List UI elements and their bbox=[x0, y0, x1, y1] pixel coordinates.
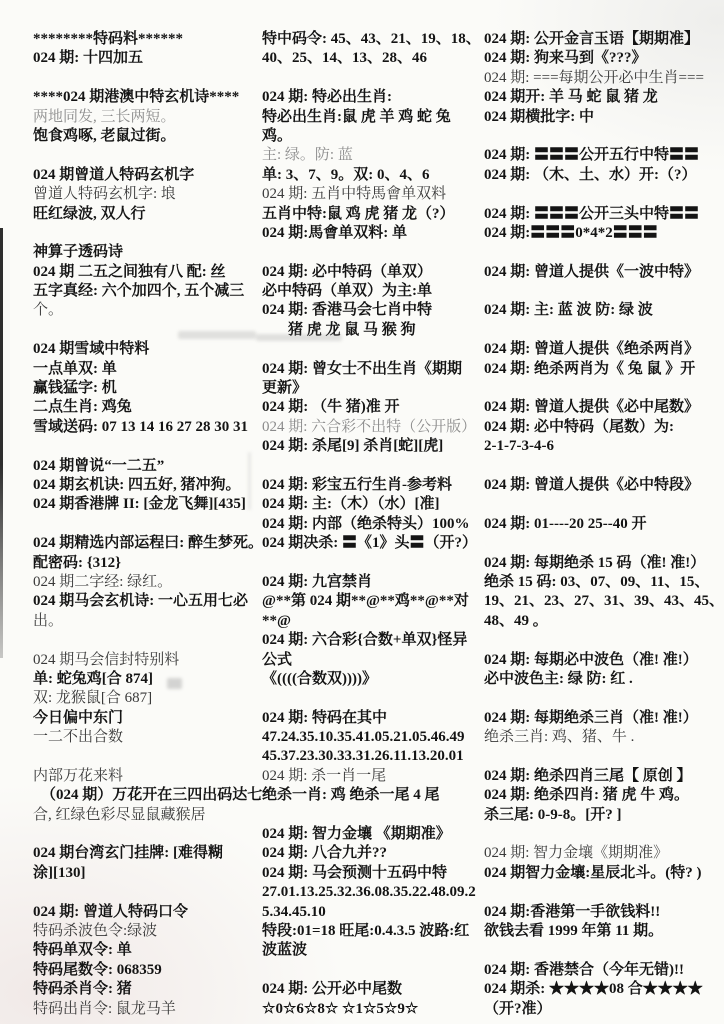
text-line: 主: 绿。防: 蓝 bbox=[262, 147, 353, 164]
text-line: 饱食鸡啄, 老鼠过街。 bbox=[33, 127, 176, 144]
text-line: 024 期: 香港马会七肖中特 bbox=[262, 302, 432, 319]
text-line: 二点生肖: 鸡兔 bbox=[33, 399, 132, 416]
text-line: 024 期: 〓〓〓公开三头中特〓〓 bbox=[484, 205, 699, 222]
spacer-line bbox=[33, 321, 261, 340]
text-line: 五肖中特:鼠 鸡 虎 猪 龙（?） bbox=[262, 205, 455, 222]
text-line: ****024 期港澳中特玄机诗**** bbox=[33, 89, 240, 106]
text-line: 特段:01=18 旺尾:0.4.3.5 波路:红 bbox=[262, 922, 470, 939]
text-line: 024 期决杀: 〓《1》头〓（开?） bbox=[262, 535, 477, 552]
text-line: 特码出肖令: 鼠龙马羊 bbox=[33, 1000, 176, 1017]
spacer-line bbox=[484, 534, 720, 553]
text-line: 024 期香港牌 II: [金龙飞舞][435] bbox=[33, 496, 246, 513]
text-line: 024 期: 曾女士不出生肖《期期 bbox=[262, 360, 462, 377]
text-line: 一点单双: 单 bbox=[33, 360, 117, 377]
text-line: 5.34.45.10 bbox=[262, 903, 326, 920]
text-line: 024 期: 彩宝五行生肖-参考料 bbox=[262, 476, 452, 493]
text-line: 024 期: 智力金壤《期期准》 bbox=[484, 845, 669, 862]
text-line: 绝杀一肖: 鸡 绝杀一尾 4 尾 bbox=[262, 787, 440, 804]
column-left bbox=[33, 30, 261, 1019]
text-line: 绝杀 15 码: 03、07、09、11、15、 bbox=[484, 573, 710, 590]
text-line: 024 期: 香港禁合（今年无错)!! bbox=[484, 961, 684, 978]
text-line: 024 期: （牛 猪)准 开 bbox=[262, 399, 400, 416]
spacer-line bbox=[33, 515, 261, 534]
text-line: 特码单双令: 单 bbox=[33, 942, 132, 959]
scan-edge-line bbox=[0, 228, 3, 658]
text-line: 波蓝波 bbox=[262, 942, 308, 959]
text-line: 猪 虎 龙 鼠 马 猴 狗 bbox=[288, 321, 416, 338]
text-line: 024 期: 五肖中特馬會单双料 bbox=[262, 186, 447, 203]
text-line: 024 期曾道人特码玄机字 bbox=[33, 166, 195, 183]
text-line: 024 期马会信封特别料 bbox=[33, 651, 180, 668]
text-line: 024 期: 十四加五 bbox=[33, 50, 143, 67]
text-line: @**第 024 期**@**鸡**@**对 bbox=[262, 593, 469, 610]
text-line: 024 期: 曾道人提供《必中特段》 bbox=[484, 476, 699, 493]
text-line: 特码杀波色令:绿波 bbox=[33, 922, 158, 939]
spacer-line bbox=[484, 127, 720, 146]
text-line: 024 期: 特必出生肖: bbox=[262, 89, 392, 106]
text-line: 曾道人特码玄机字: 埌 bbox=[33, 186, 176, 203]
text-line: 《((((合数双))))》 bbox=[262, 670, 377, 687]
text-line: 024 期: 〓〓〓公开五行中特〓〓 bbox=[484, 147, 699, 164]
spacer-line bbox=[262, 457, 478, 476]
text-line: 024 期: 必中特码（单双） bbox=[262, 263, 432, 280]
spacer-line bbox=[262, 340, 478, 359]
spacer-line bbox=[484, 941, 720, 960]
spacer-line bbox=[484, 282, 720, 301]
spacer-line bbox=[484, 631, 720, 650]
spacer-line bbox=[262, 69, 478, 88]
text-line: 024 期: 曾道人特码口令 bbox=[33, 903, 188, 920]
text-line: 024 期: 杀尾[9] 杀肖[蛇][虎] bbox=[262, 438, 444, 455]
text-line: 45.37.23.30.33.31.26.11.13.20.01 bbox=[262, 748, 464, 765]
text-line: 鸡。 bbox=[262, 127, 293, 144]
spacer-line bbox=[262, 689, 478, 708]
spacer-line bbox=[484, 495, 720, 514]
text-line: 024 期玄机诀: 四五好, 猪冲狗。 bbox=[33, 476, 241, 493]
text-line: 024 期 二五之间独有八 配: 丝 bbox=[33, 263, 226, 280]
text-line: 024 期横批字: 中 bbox=[484, 108, 594, 125]
text-line: 涂][130] bbox=[33, 864, 86, 881]
text-line: 024 期: 主:（木）（水）[准] bbox=[262, 496, 440, 513]
spacer-line bbox=[262, 243, 478, 262]
spacer-line bbox=[484, 747, 720, 766]
spacer-line bbox=[33, 437, 261, 456]
text-line: 024 期:香港第一手欲钱料!! bbox=[484, 903, 661, 920]
text-line: （开?准） bbox=[484, 1000, 552, 1017]
text-line: 024 期: 九宫禁肖 bbox=[262, 573, 372, 590]
spacer-line bbox=[262, 806, 478, 825]
text-line: 024 期马会玄机诗: 一心五用七必 bbox=[33, 593, 248, 610]
text-line: 公式 bbox=[262, 651, 293, 668]
text-line: 024 期: 智力金壤 《期期准》 bbox=[262, 826, 451, 843]
text-line: 单: 蛇兔鸡[合 874] bbox=[33, 670, 153, 687]
text-line: 024 期: 每期绝杀三肖（准! 准!） bbox=[484, 709, 698, 726]
text-line: 欲钱去看 1999 年第 11 期。 bbox=[484, 922, 664, 939]
text-line: 出。 bbox=[33, 612, 64, 629]
text-line: 024 期: 曾道人提供《必中尾数》 bbox=[484, 399, 699, 416]
spacer-line bbox=[484, 825, 720, 844]
spacer-line bbox=[262, 554, 478, 573]
text-line: 特中码令: 45、43、21、19、18、 bbox=[262, 31, 481, 47]
text-line: 024 期: 曾道人提供《绝杀两肖》 bbox=[484, 341, 699, 358]
text-line: 赢钱猛字: 机 bbox=[33, 380, 117, 397]
spacer-line bbox=[484, 457, 720, 476]
text-line: 必中波色主: 绿 防: 红 . bbox=[484, 670, 633, 687]
text-line: 48、49 。 bbox=[484, 612, 548, 629]
text-line: 024 期: 八合九并?? bbox=[262, 845, 387, 862]
text-line: 024 期开: 羊 马 蛇 鼠 猪 龙 bbox=[484, 89, 658, 106]
spacer-line bbox=[33, 69, 261, 88]
text-line: 杀三尾: 0-9-8。[开? ] bbox=[484, 806, 622, 823]
text-line: 更新》 bbox=[262, 380, 308, 397]
text-line: 配密码: {312} bbox=[33, 554, 122, 571]
text-line: 024 期二字经: 绿红。 bbox=[33, 573, 173, 590]
text-line: 024 期: 绝杀四肖三尾【 原创 】 bbox=[484, 767, 692, 784]
text-line: 40、25、14、13、28、46 bbox=[262, 50, 428, 67]
text-line: 内部万花来料 bbox=[33, 767, 124, 784]
text-line: 024 期曾说“一二五” bbox=[33, 457, 165, 474]
text-line: 024 期: （木、土、水）开:（?） bbox=[484, 166, 697, 183]
text-line: 今日偏中东门 bbox=[33, 709, 124, 726]
spacer-line bbox=[484, 379, 720, 398]
spacer-line bbox=[262, 961, 478, 980]
spacer-line bbox=[33, 747, 261, 766]
text-line: 特必出生肖:鼠 虎 羊 鸡 蛇 兔 bbox=[262, 108, 451, 125]
text-line: ☆0☆6☆8☆ ☆1☆5☆9☆ bbox=[262, 1000, 419, 1017]
text-line: 024 期:馬會单双料: 单 bbox=[262, 224, 407, 241]
text-line: 024 期智力金壤:星辰北斗。(特? ) bbox=[484, 864, 702, 881]
spacer-line bbox=[484, 883, 720, 902]
column-right bbox=[484, 30, 724, 1019]
text-line: 024 期: 六合彩{合数+单双}怪异 bbox=[262, 632, 468, 649]
text-line: 024 期:〓〓〓0*4*2〓〓〓 bbox=[484, 224, 658, 241]
spacer-line bbox=[33, 883, 261, 902]
spacer-line bbox=[484, 243, 720, 262]
spacer-line bbox=[33, 631, 261, 650]
column-middle bbox=[262, 30, 481, 1019]
text-line: 两地同发, 三长两短。 bbox=[33, 108, 176, 125]
spacer-line bbox=[33, 224, 261, 243]
text-line: 024 期: ===每期公开必中生肖=== bbox=[484, 69, 704, 86]
text-line: 024 期: 公开金言玉语【期期准】 bbox=[484, 31, 699, 47]
text-line: 2-1-7-3-4-6 bbox=[484, 438, 554, 455]
text-line: 024 期: 公开必中尾数 bbox=[262, 981, 402, 998]
text-line: 024 期: 杀一肖一尾 bbox=[262, 767, 387, 784]
text-line: 个。 bbox=[33, 302, 64, 319]
text-line: 024 期: 马会预测十五码中特 bbox=[262, 864, 447, 881]
text-line: 必中特码（单双）为主:单 bbox=[262, 283, 432, 300]
spacer-line bbox=[33, 825, 261, 844]
text-line: 024 期: 内部（绝杀特头）100% bbox=[262, 515, 470, 532]
text-line: 024 期: 特码在其中 bbox=[262, 709, 387, 726]
text-line: 024 期精选内部运程曰: 醉生梦死。 bbox=[33, 535, 263, 552]
text-line: 47.24.35.10.35.41.05.21.05.46.49 bbox=[262, 729, 465, 746]
text-line: 024 期: 每期必中波色（准! 准!） bbox=[484, 651, 698, 668]
text-line: 一二不出合数 bbox=[33, 729, 124, 746]
text-line: 合, 红绿色彩尽显鼠藏猴居 bbox=[33, 806, 206, 823]
text-line: 19、21、23、27、31、39、43、45、 bbox=[484, 593, 724, 610]
text-line: **@ bbox=[262, 612, 291, 629]
text-line: 024 期杀: ★★★★08 合★★★★ bbox=[484, 981, 703, 998]
text-line: 双: 龙猴鼠[合 687] bbox=[33, 690, 153, 707]
text-line: （024 期）万花开在三四出码达七 bbox=[41, 787, 263, 804]
text-line: 特码杀肖令: 猪 bbox=[33, 981, 132, 998]
text-line: 024 期: 主: 蓝 波 防: 绿 波 bbox=[484, 302, 653, 319]
text-line: ********特码料****** bbox=[33, 31, 184, 47]
text-line: 神算子透码诗 bbox=[33, 244, 124, 261]
spacer-line bbox=[33, 146, 261, 165]
text-line: 024 期: 绝杀四肖: 猪 虎 牛 鸡。 bbox=[484, 787, 689, 804]
text-line: 024 期: 每期绝杀 15 码（准! 准!） bbox=[484, 554, 706, 571]
spacer-line bbox=[484, 185, 720, 204]
text-line: 024 期: 绝杀两肖为《 兔 鼠 》开 bbox=[484, 360, 696, 377]
spacer-line bbox=[484, 321, 720, 340]
text-line: 五字真经: 六个加四个, 五个减三 bbox=[33, 283, 245, 300]
text-line: 024 期: 狗来马到《???》 bbox=[484, 50, 647, 67]
text-line: 024 期: 必中特码（尾数）为: bbox=[484, 418, 674, 435]
text-line: 024 期: 01----20 25--40 开 bbox=[484, 515, 647, 532]
text-line: 单: 3、7、9。双: 0、4、6 bbox=[262, 166, 430, 183]
text-line: 024 期雪域中特料 bbox=[33, 341, 150, 358]
text-line: 雪域送码: 07 13 14 16 27 28 30 31 bbox=[33, 418, 248, 435]
text-line: 024 期台湾玄门挂牌: [难得糊 bbox=[33, 845, 223, 862]
text-line: 旺红绿波, 双人行 bbox=[33, 205, 146, 222]
text-line: 024 期: 六合彩不出特（公开版） bbox=[262, 418, 477, 435]
text-line: 27.01.13.25.32.36.08.35.22.48.09.2 bbox=[262, 884, 476, 901]
text-line: 特码尾数令: 068359 bbox=[33, 961, 162, 978]
spacer-line bbox=[484, 689, 720, 708]
text-line: 024 期: 曾道人提供《一波中特》 bbox=[484, 263, 699, 280]
text-line: 绝杀三肖: 鸡、猪、牛 . bbox=[484, 729, 635, 746]
